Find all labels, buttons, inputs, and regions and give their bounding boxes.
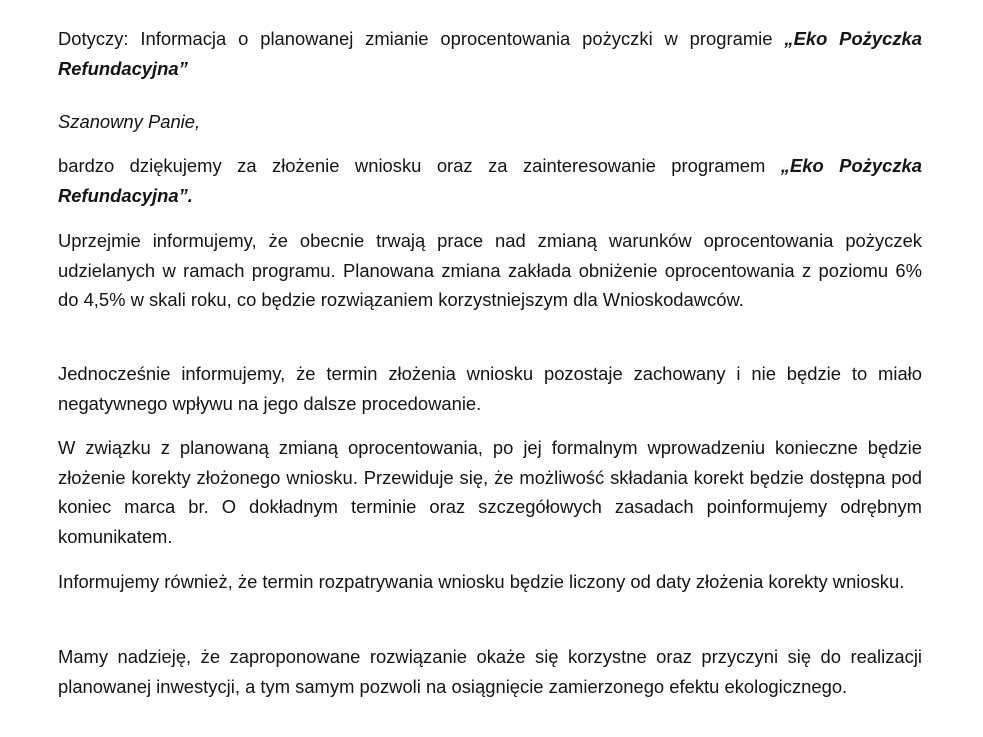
correction-paragraph: W związku z planowaną zmianą oprocentowania, po jej formalnym wprowadzeniu konieczne będzie złożenie korekty złożonego wniosku. Przewiduje się, że możliwość składania korekt będzie dostępna pod koniec marca br. O dokładnym terminie oraz szczegółowych zasadach poinformujemy odrębnym komunikatem. xyxy=(58,437,922,547)
deadline-paragraph: Jednocześnie informujemy, że termin złożenia wniosku pozostaje zachowany i nie będzie to miało negatywnego wpływu na jego dalsze procedowanie. xyxy=(58,363,922,414)
salutation: Szanowny Panie, xyxy=(58,111,201,132)
thanks-program-name: „Eko Pożyczka Refundacyjna”. xyxy=(58,155,922,206)
subject-program-name: „Eko Pożyczka Refundacyjna” xyxy=(58,28,922,79)
thanks-paragraph xyxy=(58,151,922,210)
letter-subject xyxy=(58,24,922,83)
review-paragraph: Informujemy również, że termin rozpatrywania wniosku będzie liczony od daty złożenia korekty wniosku. xyxy=(58,571,905,592)
thanks-text: bardzo dziękujemy za złożenie wniosku oraz za zainteresowanie programem xyxy=(58,155,766,176)
subject-prefix: Dotyczy: Informacja o planowanej zmianie oprocentowania pożyczki w programie xyxy=(58,28,773,49)
rate-change-paragraph: Uprzejmie informujemy, że obecnie trwają prace nad zmianą warunków oprocentowania pożyczek udzielanych w ramach programu. Planowana zmiana zakłada obniżenie oprocentowania z poziomu 6% do 4,5% w skali roku, co będzie rozwiązaniem korzystniejszym dla Wnioskodawców. xyxy=(58,230,922,310)
closing-paragraph: Mamy nadzieję, że zaproponowane rozwiązanie okaże się korzystne oraz przyczyni się do realizacji planowanej inwestycji, a tym samym pozwoli na osiągnięcie zamierzonego efektu ekologicznego. xyxy=(58,646,922,697)
